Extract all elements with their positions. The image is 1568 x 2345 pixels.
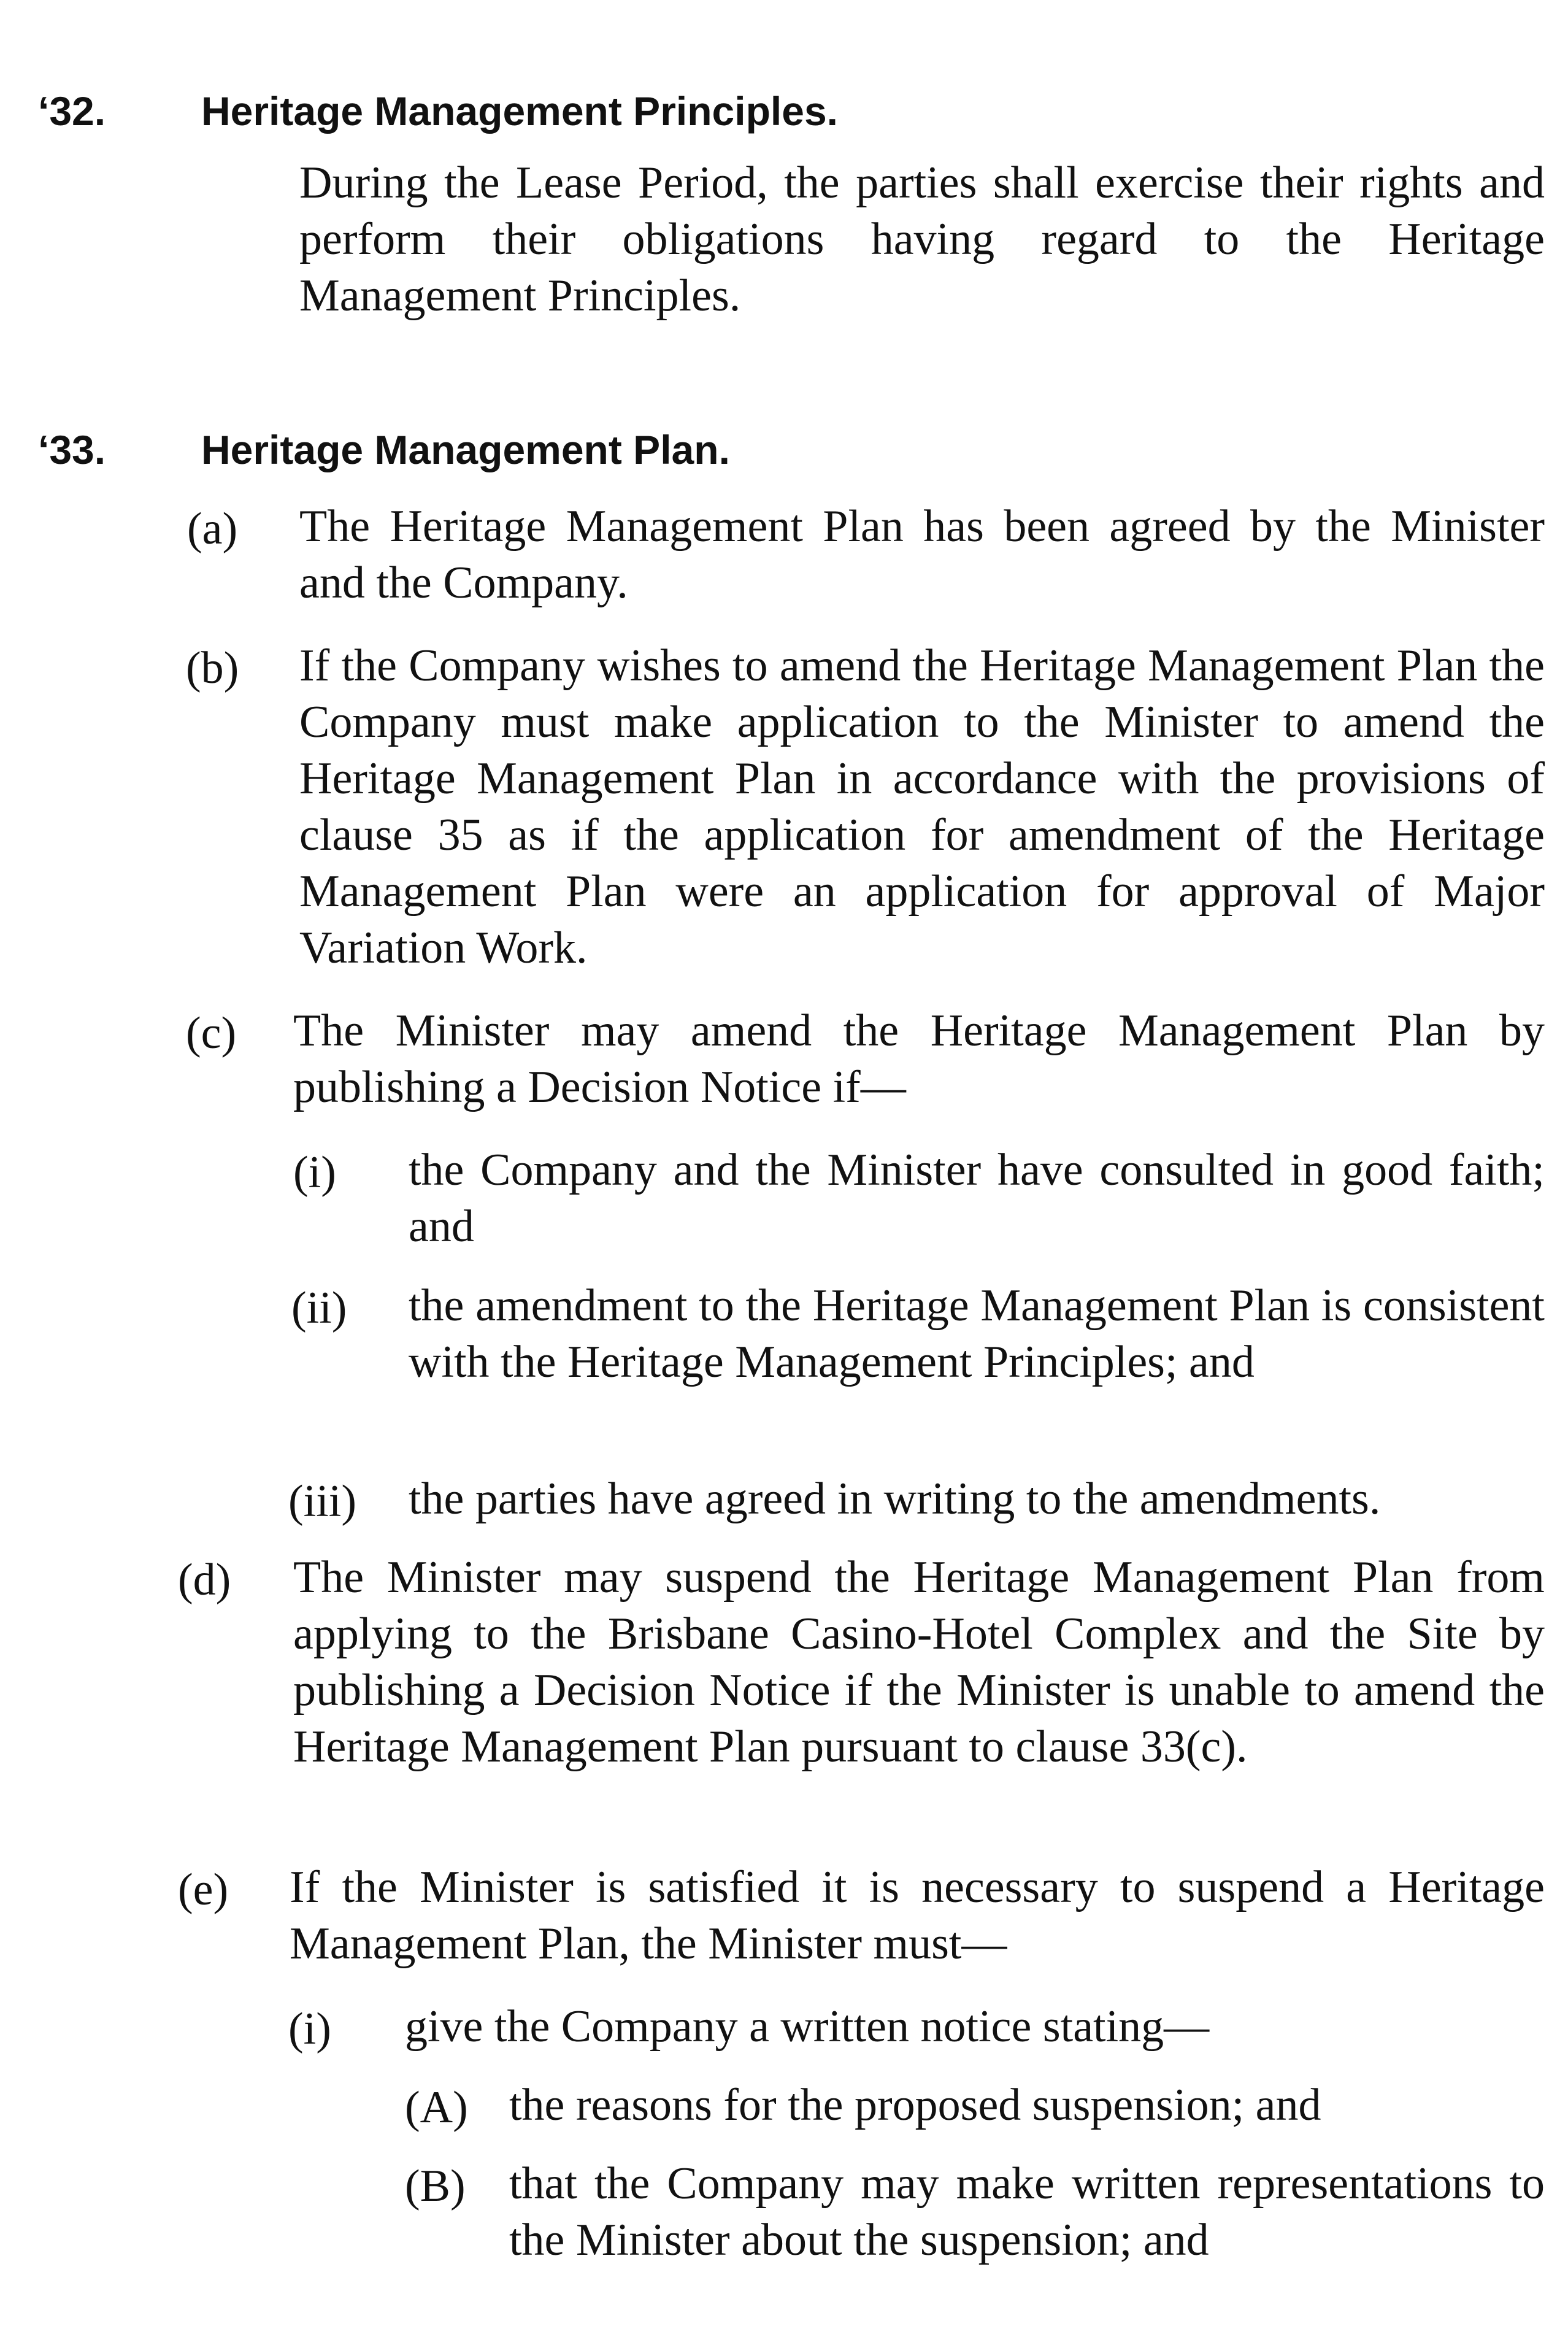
- clause-33e-i-text: give the Company a written notice stating—: [405, 2001, 1210, 2052]
- clause-33d-label: (d): [178, 1555, 231, 1605]
- clause-33c-i-text: the Company and the Minister have consulted in good faith; and: [409, 1145, 1545, 1252]
- clause-32-number: ‘32.: [38, 88, 106, 134]
- clause-32-title: Heritage Management Principles.: [201, 88, 838, 134]
- clause-33e-i-A-label: (A): [405, 2082, 468, 2133]
- clause-33e-label: (e): [178, 1865, 229, 1915]
- clause-33e-text: If the Minister is satisfied it is necessary to suspend a Heritage Management Plan, the Minister must—: [290, 1862, 1545, 1969]
- clause-32-body: During the Lease Period, the parties shall exercise their rights and perform their obligations having regard to the Heritage Management Principles.: [299, 158, 1545, 321]
- clause-33c-text: The Minister may amend the Heritage Management Plan by publishing a Decision Notice if—: [293, 1006, 1545, 1112]
- clause-33e-i-label: (i): [288, 2004, 331, 2054]
- clause-33c-ii-label: (ii): [291, 1283, 347, 1333]
- clause-33d-text: The Minister may suspend the Heritage Management Plan from applying to the Brisbane Casino-Hotel Complex and the Site by publishing a Decision Notice if the Minister is unable to amend the Heritage Management Plan pursuant to clause 33(c).: [293, 1552, 1545, 1772]
- clause-33a-text: The Heritage Management Plan has been agreed by the Minister and the Company.: [299, 501, 1545, 608]
- clause-33e-i-B-label: (B): [405, 2161, 466, 2211]
- clause-33b-text: If the Company wishes to amend the Heritage Management Plan the Company must make application to the Minister to amend the Heritage Management Plan in accordance with the provisions of clause 35 as if the application for amendment of the Heritage Management Plan were an application for approval of Major Variation Work.: [299, 641, 1545, 973]
- clause-33c-i-label: (i): [293, 1147, 336, 1198]
- clause-33-number: ‘33.: [38, 427, 106, 472]
- clause-33-title: Heritage Management Plan.: [201, 427, 730, 472]
- clause-33e-i-B-text: that the Company may make written representations to the Minister about the suspension; and: [509, 2158, 1545, 2265]
- clause-33c-iii-label: (iii): [288, 1476, 356, 1527]
- clause-33c-ii-text: the amendment to the Heritage Management Plan is consistent with the Heritage Management Principles; and: [409, 1280, 1545, 1387]
- clause-33e-i-A-text: the reasons for the proposed suspension; and: [509, 2080, 1321, 2130]
- clause-33c-iii-text: the parties have agreed in writing to the amendments.: [409, 1474, 1381, 1524]
- clause-33a-label: (a): [187, 504, 238, 554]
- clause-33c-label: (c): [186, 1008, 237, 1058]
- clause-33b-label: (b): [186, 643, 239, 693]
